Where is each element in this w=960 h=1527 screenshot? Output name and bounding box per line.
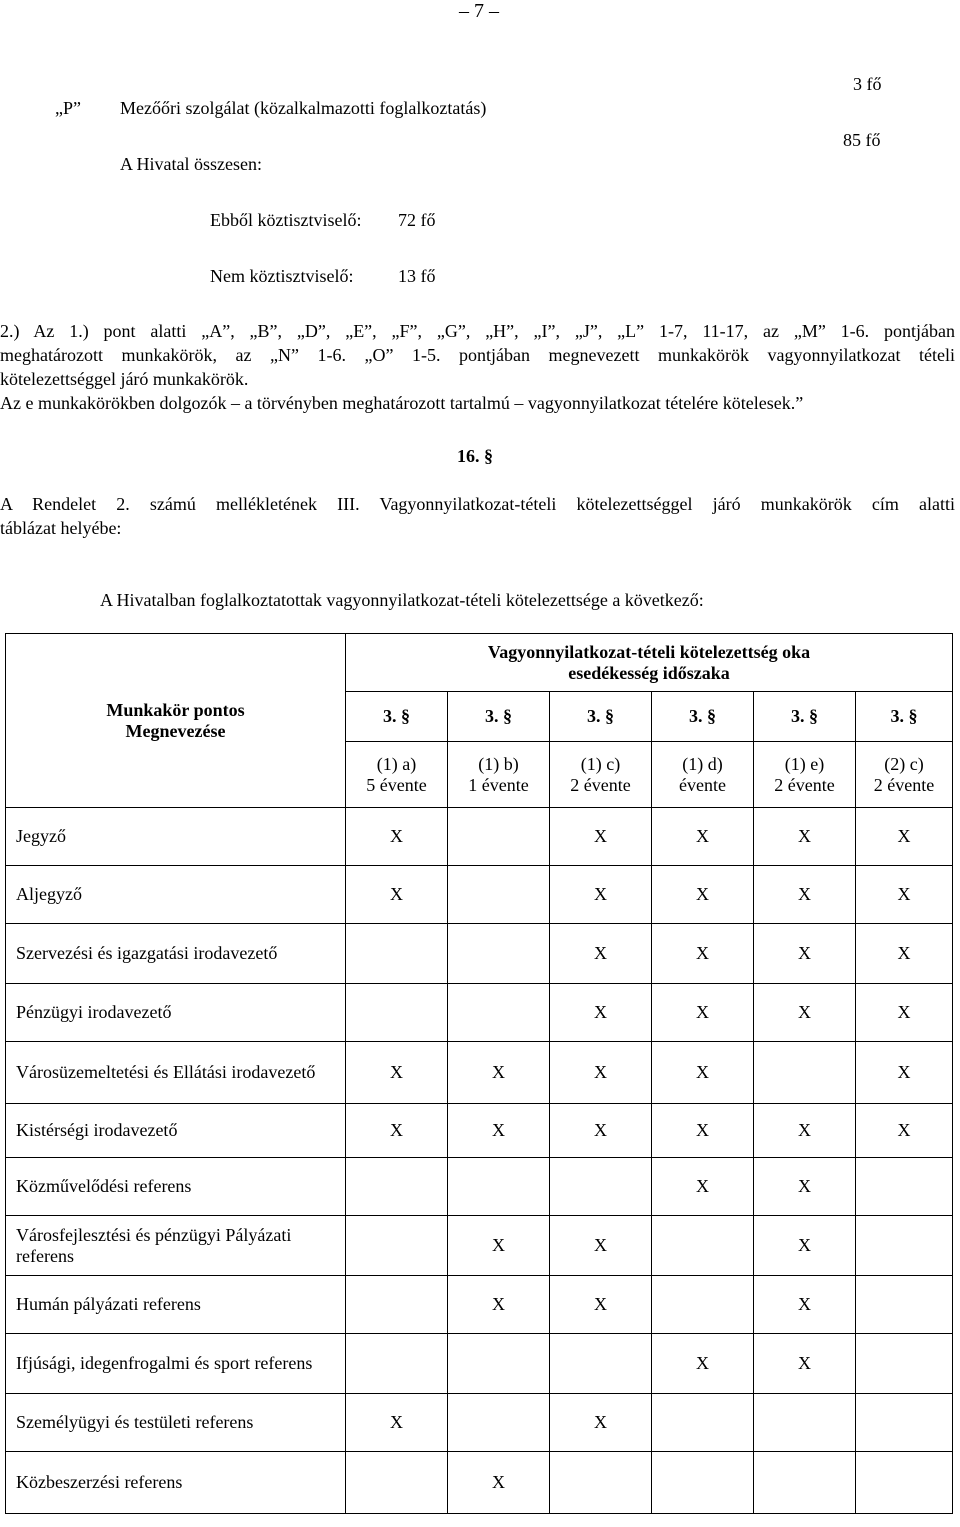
- group-header-line-2: esedékesség időszaka: [568, 662, 730, 683]
- mark-cell: [346, 1158, 448, 1216]
- table-row: [6, 1334, 953, 1394]
- mark-cell: [856, 1452, 953, 1514]
- period-line-1: (1) b): [478, 753, 519, 774]
- mark-cell: X: [346, 866, 448, 924]
- mark-cell: [346, 1216, 448, 1276]
- mark-cell: X: [754, 808, 856, 866]
- mark-cell: [448, 1158, 550, 1216]
- period-line-2: 1 évente: [468, 774, 529, 795]
- total-count: 85 fő: [843, 130, 881, 150]
- row-label: Jegyző: [6, 808, 346, 866]
- mark-cell: [448, 984, 550, 1042]
- mark-cell: X: [652, 1158, 754, 1216]
- period-line-2: 5 évente: [366, 774, 427, 795]
- row-label: Városfejlesztési és pénzügyi Pályázati referens: [6, 1216, 346, 1276]
- mark-cell: X: [856, 984, 953, 1042]
- section-cell: 3. §: [856, 692, 953, 742]
- mark-cell: X: [652, 1104, 754, 1158]
- mark-cell: X: [346, 808, 448, 866]
- mark-cell: X: [856, 808, 953, 866]
- mark-cell: [856, 1276, 953, 1334]
- row-label: Szervezési és igazgatási irodavezető: [6, 924, 346, 984]
- mark-cell: [754, 1042, 856, 1104]
- mark-cell: X: [754, 1334, 856, 1394]
- mark-cell: X: [550, 866, 652, 924]
- period-cell: [652, 742, 754, 808]
- paragraph-2-line-4: Az e munkakörökben dolgozók – a törvényben meghatározott tartalmú – vagyonnyilatkozat tételére kötelesek.”: [0, 393, 804, 413]
- period-line-1: (1) c): [580, 753, 621, 774]
- col-header-position: [6, 634, 346, 808]
- rendelet-text: A Rendelet 2. számú mellékletének III. Vagyonnyilatkozat-tételi kötelezettséggel járó munkakörök cím alatti: [0, 494, 955, 514]
- mark-cell: X: [652, 924, 754, 984]
- row-label: Személyügyi és testületi referens: [6, 1394, 346, 1452]
- paragraph-2-line-3: kötelezettséggel járó munkakörök.: [0, 369, 249, 389]
- mark-cell: X: [550, 1394, 652, 1452]
- mark-cell: [652, 1394, 754, 1452]
- mark-cell: [346, 1276, 448, 1334]
- mark-cell: X: [550, 1216, 652, 1276]
- paragraph-2-line-2: meghatározott munkakörök, az „N” 1-6. „O” 1-5. pontjában megnevezett munkakörök vagyonnyilatkozat tételi: [0, 345, 955, 365]
- mark-cell: [652, 1452, 754, 1514]
- row-label: Közbeszerzési referens: [6, 1452, 346, 1514]
- period-cell: [754, 742, 856, 808]
- table-row: [6, 808, 953, 866]
- non-civil-count: 13 fő: [398, 266, 436, 286]
- obligation-table: [5, 633, 953, 1514]
- row-label: Pénzügyi irodavezető: [6, 984, 346, 1042]
- mark-cell: X: [754, 1158, 856, 1216]
- period-line-2: 2 évente: [774, 774, 835, 795]
- page-number: – 7 –: [459, 0, 499, 22]
- mark-cell: [346, 924, 448, 984]
- section-cell: 3. §: [448, 692, 550, 742]
- mark-cell: X: [550, 984, 652, 1042]
- row-label: Kistérségi irodavezető: [6, 1104, 346, 1158]
- period-cell: [448, 742, 550, 808]
- mark-cell: X: [652, 808, 754, 866]
- mark-cell: X: [550, 1104, 652, 1158]
- period-line-2: 2 évente: [570, 774, 631, 795]
- mark-cell: X: [856, 924, 953, 984]
- period-line-2: 2 évente: [873, 774, 935, 795]
- col-header-line-2: Megnevezése: [125, 720, 226, 741]
- period-line-1: (1) d): [682, 753, 723, 774]
- paragraph-2-line-1: 2.) Az 1.) pont alatti „A”, „B”, „D”, „E”, „F”, „G”, „H”, „I”, „J”, „L” 1-7, 11-17, az „M” 1-6. pontjában: [0, 321, 955, 341]
- mark-cell: X: [754, 1276, 856, 1334]
- group-header-line-1: Vagyonnyilatkozat-tételi kötelezettség oka: [487, 641, 811, 662]
- section-cell: 3. §: [550, 692, 652, 742]
- mark-cell: X: [448, 1452, 550, 1514]
- table-body: [6, 808, 953, 1514]
- mark-cell: X: [754, 924, 856, 984]
- table-intro: A Hivatalban foglalkoztatottak vagyonnyilatkozat-tételi kötelezettsége a következő:: [100, 590, 704, 610]
- mark-cell: [346, 1334, 448, 1394]
- mark-cell: X: [346, 1104, 448, 1158]
- mark-cell: X: [448, 1104, 550, 1158]
- mark-cell: X: [550, 1042, 652, 1104]
- mark-cell: X: [754, 1216, 856, 1276]
- mark-cell: [346, 984, 448, 1042]
- rendelet-line-1: [0, 494, 955, 515]
- mark-cell: X: [652, 1042, 754, 1104]
- mark-cell: [754, 1394, 856, 1452]
- p-letter: „P”: [55, 98, 81, 118]
- mark-cell: [550, 1334, 652, 1394]
- mark-cell: X: [346, 1042, 448, 1104]
- mark-cell: [448, 1334, 550, 1394]
- section-cell: 3. §: [652, 692, 754, 742]
- period-line-1: (1) a): [376, 753, 417, 774]
- group-header: [346, 634, 953, 692]
- period-line-2: évente: [679, 774, 726, 795]
- p-title: Mezőőri szolgálat (közalkalmazotti foglalkoztatás): [120, 98, 487, 118]
- civil-count: 72 fő: [398, 210, 436, 230]
- mark-cell: [448, 1394, 550, 1452]
- period-line-1: (1) e): [784, 753, 825, 774]
- mark-cell: [652, 1216, 754, 1276]
- mark-cell: [346, 1452, 448, 1514]
- mark-cell: X: [754, 866, 856, 924]
- mark-cell: [856, 1216, 953, 1276]
- mark-cell: X: [448, 1216, 550, 1276]
- non-civil-label: Nem köztisztviselő:: [210, 266, 354, 286]
- total-label: A Hivatal összesen:: [120, 154, 262, 174]
- row-label: Városüzemeltetési és Ellátási irodavezető: [6, 1042, 346, 1104]
- mark-cell: X: [856, 1104, 953, 1158]
- mark-cell: X: [856, 1042, 953, 1104]
- section-cell: 3. §: [346, 692, 448, 742]
- table-row: [6, 1104, 953, 1158]
- table-row: [6, 924, 953, 984]
- mark-cell: X: [550, 1276, 652, 1334]
- mark-cell: [448, 808, 550, 866]
- mark-cell: X: [856, 866, 953, 924]
- table-row: [6, 1216, 953, 1276]
- period-cell: [346, 742, 448, 808]
- mark-cell: [856, 1334, 953, 1394]
- mark-cell: X: [754, 1104, 856, 1158]
- table-row: [6, 984, 953, 1042]
- mark-cell: X: [652, 1334, 754, 1394]
- mark-cell: [448, 866, 550, 924]
- mark-cell: X: [652, 866, 754, 924]
- mark-cell: X: [448, 1276, 550, 1334]
- mark-cell: [754, 1452, 856, 1514]
- table-row: [6, 1276, 953, 1334]
- section-heading: 16. §: [457, 446, 493, 466]
- table-row: [6, 1452, 953, 1514]
- mark-cell: X: [448, 1042, 550, 1104]
- table-row: [6, 1042, 953, 1104]
- mark-cell: [856, 1158, 953, 1216]
- mark-cell: [550, 1158, 652, 1216]
- mark-cell: X: [346, 1394, 448, 1452]
- row-label: Közművelődési referens: [6, 1158, 346, 1216]
- period-cell: [856, 742, 953, 808]
- mark-cell: [652, 1276, 754, 1334]
- table-row: [6, 1158, 953, 1216]
- table-row: [6, 866, 953, 924]
- section-cell: 3. §: [754, 692, 856, 742]
- civil-label: Ebből köztisztviselő:: [210, 210, 362, 230]
- period-cell: [550, 742, 652, 808]
- mark-cell: X: [652, 984, 754, 1042]
- mark-cell: X: [550, 808, 652, 866]
- row-label: Humán pályázati referens: [6, 1276, 346, 1334]
- row-label: Aljegyző: [6, 866, 346, 924]
- mark-cell: [550, 1452, 652, 1514]
- mark-cell: X: [754, 984, 856, 1042]
- row-label: Ifjúsági, idegenfrogalmi és sport referens: [6, 1334, 346, 1394]
- mark-cell: X: [550, 924, 652, 984]
- period-line-1: (2) c): [884, 753, 924, 774]
- rendelet-line-2: táblázat helyébe:: [0, 518, 122, 538]
- mark-cell: [448, 924, 550, 984]
- table-row: [6, 1394, 953, 1452]
- col-header-line-1: Munkakör pontos: [106, 699, 245, 720]
- mark-cell: [856, 1394, 953, 1452]
- p-count: 3 fő: [853, 74, 882, 94]
